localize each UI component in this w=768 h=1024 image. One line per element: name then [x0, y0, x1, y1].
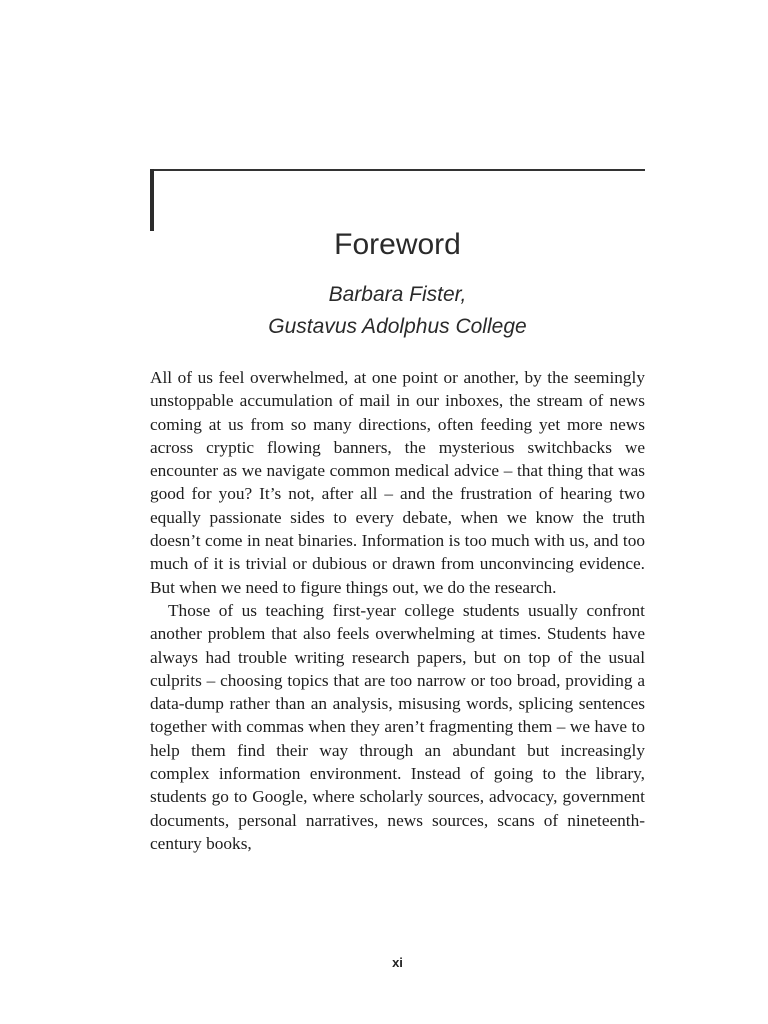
chapter-title: Foreword	[334, 228, 461, 261]
paragraph: All of us feel overwhelmed, at one point or another, by the seemingly unstoppable accumulation of mail in our inboxes, the stream of news coming at us from so many directions, often feeding yet more news across cryptic flowing banners, the mysterious switchbacks we encounter as we navigate common medical advice – that thing that was good for you? It’s not, after all – and the frustration of hearing two equally passionate sides to every debate, when we know the truth doesn’t come in neat binaries. Information is too much with us, and too much of it is trivial or dubious or drawn from unconvincing evidence. But when we need to figure things out, we do the research.	[150, 368, 645, 597]
chapter-corner-rule	[150, 169, 154, 231]
author-affiliation: Gustavus Adolphus College	[268, 315, 527, 338]
paragraph: Those of us teaching first-year college students usually confront another problem that also feels overwhelming at times. Students have always had trouble writing research papers, but on top of the usual culprits – choosing topics that are too narrow or too broad, providing a data-dump rather than an analysis, misusing words, splicing sentences together with commas when they aren’t fragmenting them – we have to help them find their way through an abundant but increasingly complex information environment. Instead of going to the library, students go to Google, where scholarly sources, advocacy, government documents, personal narratives, news sources, scans of nineteenth-century books,	[150, 600, 645, 853]
body-text	[150, 366, 645, 855]
chapter-top-rule	[150, 169, 645, 171]
chapter-author-block	[150, 279, 645, 343]
author-name: Barbara Fister,	[328, 283, 467, 306]
page-number: xi	[392, 955, 403, 970]
